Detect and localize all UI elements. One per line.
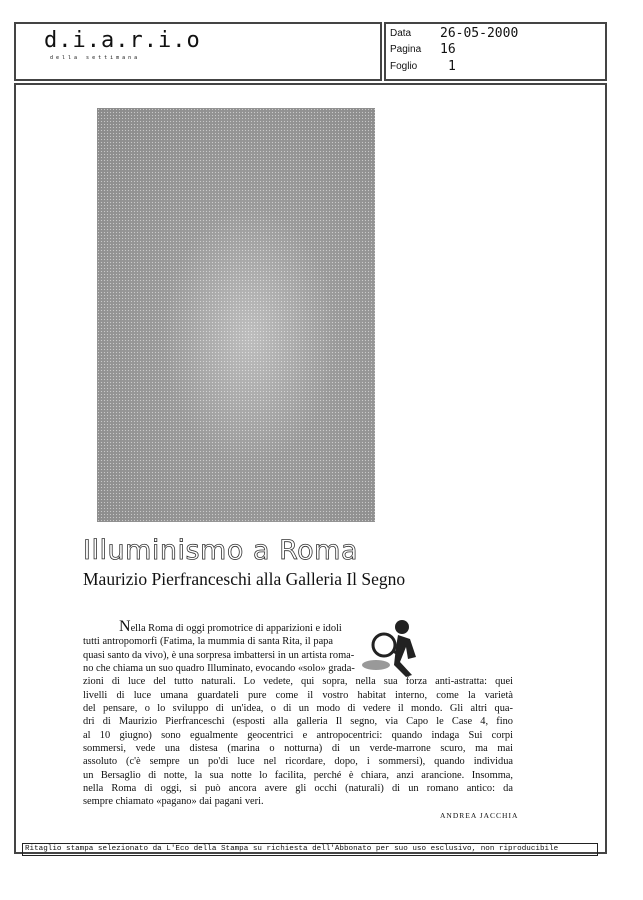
sheet-label: Foglio [390,61,418,72]
text-line: del pensare, o lo sviluppo di un'idea, o di un modo di vedere il mondo. Gli altri qua- [83,703,513,715]
article-title: Illuminismo a Roma [83,535,359,566]
text-line: zioni di luce del tutto naturali. Lo vedete, qui sopra, nella sua forza anti-astratta: quei [83,676,513,688]
drop-cap: N [119,618,131,635]
page-value: 16 [440,42,456,57]
text-line: sommersi, vede una distesa (marina o notturna) di un verde-marrone scuro, ma mai [83,743,513,755]
text-line: quasi santo da vivo), è una sorpresa imbattersi in un artista roma- [83,649,355,661]
text-line: ella Roma di oggi promotrice di apparizioni e idoli [130,623,342,634]
article-body [83,620,513,809]
text-line: no che chiama un suo quadro Illuminato, evocando «solo» grada- [83,663,355,675]
article-author: ANDREA JACCHIA [440,811,519,820]
page-label: Pagina [390,44,422,55]
text-line: tutti antropomorfi (Fatima, la mummia di santa Rita, il papa [83,636,333,648]
text-line: sempre chiamato «pagano» dai pagani veri. [83,796,264,808]
logo-subtitle: della settimana [50,55,141,61]
article-subtitle: Maurizio Pierfranceschi alla Galleria Il Segno [83,569,406,589]
text-line: dri di Maurizio Pierfranceschi (esposti alla galleria Il segno, via Capo le Case 4, fino [83,716,513,728]
header-logo-box [14,22,382,81]
clipping-disclaimer: Ritaglio stampa selezionato da L'Eco della Stampa su richiesta dell'Abbonato per suo uso esclusivo, non riproducibile [22,843,598,856]
sheet-value: 1 [448,59,456,74]
text-line: al 10 giugno) sono egualmente geocentrici e antropocentrici: quando indaga Sui corpi [83,729,513,741]
logo: d.i.a.r.i.o [44,28,201,53]
date-label: Data [390,28,412,39]
text-line: assoluto (c'è sempre un po'di luce nel ricordare, dopo, i sommersi), quando individua [83,756,513,768]
text-line: nella Roma di oggi, si può ancora avere gli occhi (naturali) di un romano antico: da [83,783,513,795]
date-value: 26-05-2000 [440,26,519,41]
header-meta-box [384,22,607,81]
text-line: un Bersaglio di notte, la sua notte lo facilita, perché è chiara, anzi arancione. Insomma, [83,769,513,781]
text-line: livelli di luce umana guardateli pure come il vostro habitat interno, come la varietà [83,689,513,701]
artwork-image [97,108,375,522]
